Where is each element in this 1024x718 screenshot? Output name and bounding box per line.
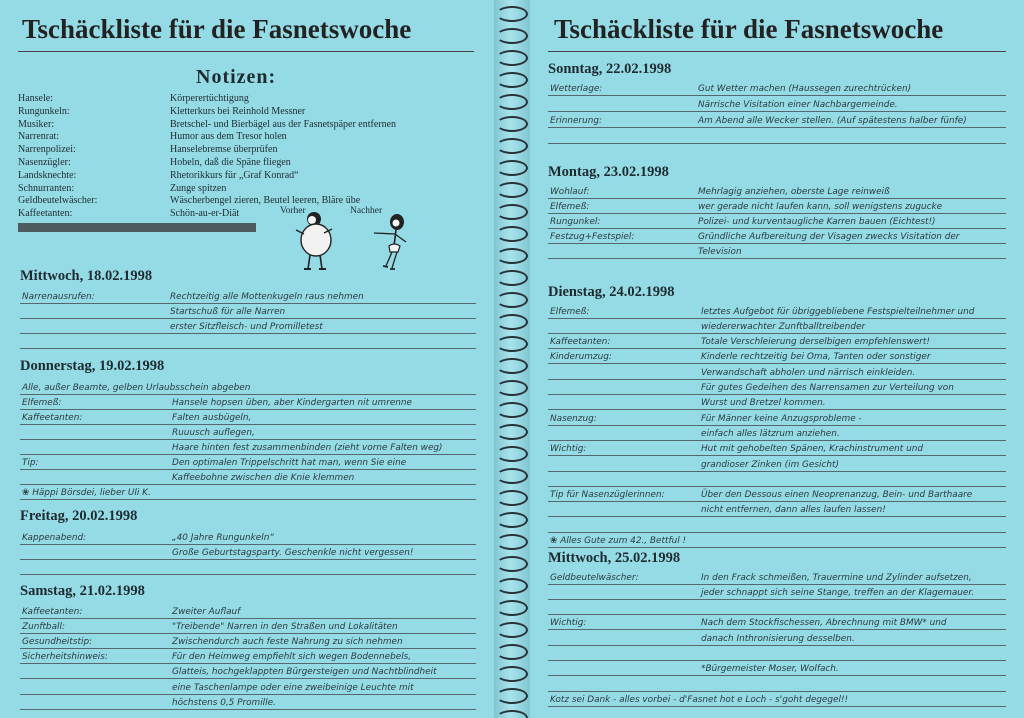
entry-text: Rechtzeitig alle Mottenkugeln raus nehmen: [170, 291, 364, 302]
day-heading: Sonntag, 22.02.1998: [548, 61, 672, 77]
entry-line: [548, 426, 1006, 441]
entry-label: Tip für Nasenzüglerinnen:: [550, 490, 665, 501]
entry-line: [548, 245, 1006, 260]
entry-text: *Bürgemeister Moser, Wolfach.: [701, 664, 839, 675]
entry-text: In den Frack schmeißen, Trauermine und Zylinder aufsetzen,: [701, 572, 972, 583]
spiral-ring: [496, 116, 528, 132]
entry-text: Startschuß für alle Narren: [170, 306, 286, 317]
entry-label: Alle, außer Beamte, gelben Urlaubsschein abgeben: [22, 382, 251, 393]
entry-line: [548, 616, 1006, 631]
entry-label: Wohlauf:: [550, 186, 590, 197]
notes-role: Hansele:: [18, 93, 53, 104]
spiral-ring: [496, 644, 528, 660]
entry-text: Glatteis, hochgeklappten Bürgersteigen und Nachtblindheit: [172, 667, 437, 678]
entry-line: [20, 680, 476, 695]
entry-text: Mehrlagig anziehen, oberste Lage reinweiß: [698, 186, 890, 197]
entry-text: wiedererwachter Zunftballtreibender: [701, 321, 866, 332]
entry-line: [548, 503, 1006, 518]
entry-label: Geldbeutelwäscher:: [550, 572, 639, 583]
notes-task: Kletterkurs bei Reinhold Messner: [170, 105, 306, 117]
spiral-ring: [496, 314, 528, 330]
entry-text: Wurst und Bretzel kommen.: [701, 398, 826, 409]
notes-task: Zunge spitzen: [170, 182, 227, 194]
spiral-ring: [496, 182, 528, 198]
notes-task: Humor aus dem Tresor holen: [170, 131, 287, 143]
entry-text: Am Abend alle Wecker stellen. (Auf spätestens halber fünfe): [698, 115, 967, 126]
entry-line: [20, 665, 476, 680]
notes-role: Landsknechte:: [18, 169, 77, 181]
entry-text: Närrische Visitation einer Nachbargemeinde.: [698, 99, 898, 110]
spiral-ring: [496, 226, 528, 242]
notes-role: Kaffeetanten:: [18, 208, 73, 220]
spiral-ring: [496, 358, 528, 374]
spiral-ring: [496, 710, 528, 718]
entry-line: [20, 410, 476, 425]
entry-line: [20, 619, 476, 634]
entry-label: Sicherheitshinweis:: [22, 652, 108, 663]
entry-label: Wetterlage:: [550, 83, 603, 94]
entry-text: Für Männer keine Anzugsprobleme -: [701, 413, 862, 424]
entry-line: [20, 650, 476, 665]
entry-text: Totale Verschleierung derselbigen empfehlenswert!: [701, 337, 930, 348]
entry-text: Zweiter Auflauf: [172, 606, 241, 617]
notes-task: Rhetorikkurs für „Graf Konrad“: [170, 169, 299, 181]
entry-line: [548, 199, 1006, 214]
spiral-ring: [496, 556, 528, 572]
day-heading: Dienstag, 24.02.1998: [548, 284, 675, 300]
entry-label: Festzug+Festspiel:: [550, 232, 635, 243]
entry-label: Elfemeß:: [550, 201, 590, 212]
page-title-left: Tschäckliste für die Fasnetswoche: [22, 14, 412, 44]
day-heading: Montag, 23.02.1998: [548, 164, 669, 180]
entry-line: [20, 695, 476, 710]
entry-text: „40 Jahre Rungunkeln“: [172, 532, 274, 543]
entry-line: [548, 365, 1006, 380]
entry-line: [548, 335, 1006, 350]
entry-label: Kaffeetanten:: [550, 337, 611, 348]
entry-label: Tip:: [22, 457, 39, 468]
entry-label: Gesundheitstip:: [22, 636, 93, 647]
title-rule: [18, 51, 474, 52]
spiral-ring: [496, 446, 528, 462]
notes-role: Rungunkeln:: [18, 105, 70, 117]
day-heading: Freitag, 20.02.1998: [20, 508, 138, 524]
entry-line: [548, 662, 1006, 677]
notes-task: Körperertüchtigung: [170, 93, 249, 104]
entry-text: höchstens 0,5 Promille.: [172, 697, 276, 708]
spiral-ring: [496, 578, 528, 594]
entry-line: [548, 81, 1006, 96]
entry-text: Nach dem Stockfischessen, Abrechnung mit BMW* und: [701, 618, 947, 629]
entry-line: [20, 289, 476, 304]
entry-text: Television: [698, 247, 742, 258]
title-rule: [548, 51, 1006, 52]
entry-text: letztes Aufgebot für übriggebliebene Festspielteilnehmer und: [701, 306, 975, 317]
entry-text: Kaffeebohne zwischen die Knie klemmen: [172, 472, 355, 483]
entry-text: Gut Wetter machen (Haussegen zurechtrücken): [698, 83, 912, 94]
entry-line: [548, 97, 1006, 112]
entry-line: [548, 457, 1006, 472]
entry-label: Elfemeß:: [22, 397, 62, 408]
spiral-ring: [496, 490, 528, 506]
entry-line: [548, 214, 1006, 229]
spiral-ring: [496, 424, 528, 440]
entry-line: [548, 518, 1006, 533]
entry-line: [20, 395, 476, 410]
day-heading: Mittwoch, 25.02.1998: [548, 550, 681, 566]
entry-text: Hut mit gehobelten Spänen, Krachinstrument und: [701, 444, 923, 455]
entry-text: Den optimalen Trippelschritt hat man, wenn Sie eine: [172, 457, 407, 468]
entry-line: [548, 113, 1006, 128]
entry-line: [20, 380, 476, 395]
entry-line: [548, 442, 1006, 457]
spiral-ring: [496, 666, 528, 682]
entry-line: [20, 470, 476, 485]
entry-line: [548, 472, 1006, 487]
entry-line: [20, 455, 476, 470]
entry-line: [548, 570, 1006, 585]
entry-line: [548, 692, 1006, 707]
spiral-ring: [496, 160, 528, 176]
entry-line: [548, 304, 1006, 319]
entry-line: [548, 319, 1006, 334]
entry-text: Kinderle rechtzeitig bei Oma, Tanten oder sonstiger: [701, 352, 931, 363]
entry-line: [20, 319, 476, 334]
before-label: Vorher: [280, 206, 306, 216]
entry-label: Wichtig:: [550, 444, 587, 455]
entry-text: "Treibende" Narren in den Straßen und Lokalitäten: [172, 621, 398, 632]
notes-role: Geldbeutelwäscher:: [18, 195, 98, 207]
entry-line: [548, 396, 1006, 411]
entry-label: ❀ Alles Gute zum 42., Bettful !: [550, 536, 687, 546]
entry-line: [548, 585, 1006, 600]
entry-line: [20, 530, 476, 545]
day-heading: Mittwoch, 18.02.1998: [20, 268, 153, 284]
entry-label: Elfemeß:: [550, 306, 590, 317]
fat-figure-illustration: [294, 207, 334, 273]
notes-task: Schön-au-er-Diät: [170, 208, 240, 220]
spiral-ring: [496, 292, 528, 308]
spiral-ring: [496, 512, 528, 528]
entry-line: [20, 560, 476, 575]
entry-line: [20, 604, 476, 619]
notes-task: Wäscherbengel zieren, Beutel leeren, Bläre übe: [170, 195, 361, 207]
entry-text: Zwischendurch auch feste Nahrung zu sich nehmen: [172, 636, 403, 647]
entry-line: [20, 304, 476, 319]
notes-title: Notizen:: [196, 66, 277, 88]
entry-label: Zunftball:: [22, 621, 65, 632]
entry-label: Kaffeetanten:: [22, 606, 83, 617]
entry-line: [548, 381, 1006, 396]
entry-text: Ruuusch auflegen,: [172, 427, 255, 438]
spiral-ring: [496, 6, 528, 22]
entry-text: Über den Dessous einen Neoprenanzug, Bein- und Barthaare: [701, 490, 973, 501]
entry-label: Wichtig:: [550, 618, 587, 629]
spiral-ring: [496, 402, 528, 418]
slim-figure-illustration: [370, 212, 410, 272]
notes-role: Nasenzügler:: [18, 157, 71, 168]
entry-label: Kappenabend:: [22, 532, 87, 543]
entry-text: jeder schnappt sich seine Stange, treffen an der Klagemauer.: [701, 587, 975, 598]
spiral-ring: [496, 600, 528, 616]
entry-line: [548, 129, 1006, 144]
day-heading: Donnerstag, 19.02.1998: [20, 358, 165, 374]
spiral-ring: [496, 622, 528, 638]
spiral-ring: [496, 270, 528, 286]
spiral-binding: [494, 0, 530, 718]
entry-text: Große Geburtstagsparty. Geschenkle nicht vergessen!: [172, 547, 414, 558]
entry-text: eine Taschenlampe oder eine zweibeinige Leuchte mit: [172, 682, 414, 693]
notes-role: Narrenrat:: [18, 131, 60, 143]
entry-line: [20, 634, 476, 649]
entry-line: [20, 545, 476, 560]
spiral-ring: [496, 380, 528, 396]
notes-role: Musiker:: [18, 118, 55, 130]
entry-label: Erinnerung:: [550, 115, 602, 126]
entry-text: erster Sitzfleisch- und Promilletest: [170, 321, 323, 332]
spiral-ring: [496, 50, 528, 66]
spiral-ring: [496, 468, 528, 484]
spiral-ring: [496, 94, 528, 110]
entry-text: Für gutes Gedeihen des Narrensamen zur Verteilung von: [701, 383, 954, 393]
entry-line: [20, 485, 476, 500]
after-label: Nachher: [350, 206, 383, 216]
entry-text: einfach alles lätzrum anziehen.: [701, 428, 840, 439]
entry-label: Kaffeetanten:: [22, 412, 83, 423]
spiral-ring: [496, 336, 528, 352]
notes-role: Narrenpolizei:: [18, 144, 76, 156]
entry-label: Rungunkel:: [550, 216, 601, 227]
entry-label: ❀ Häppi Börsdei, lieber Uli K.: [22, 487, 151, 498]
notes-role: Schnurranten:: [18, 182, 75, 194]
entry-line: [20, 440, 476, 455]
notes-task: Hanselebremse überprüfen: [170, 144, 278, 156]
entry-text: Für den Heimweg empfiehlt sich wegen Bodennebels,: [172, 652, 412, 663]
entry-label: Narrenausrufen:: [22, 291, 95, 302]
entry-line: [20, 425, 476, 440]
spiral-ring: [496, 72, 528, 88]
entry-line: [548, 230, 1006, 245]
notes-task: Bretschel- und Bierbägel aus der Fasnetspäper entfernen: [170, 118, 397, 130]
entry-line: [548, 350, 1006, 365]
entry-line: [548, 184, 1006, 199]
entry-line: [548, 677, 1006, 692]
entry-text: nicht entfernen, dann alles laufen lassen!: [701, 505, 886, 516]
entry-line: [548, 534, 1006, 549]
entry-text: Polizei- und kurventaugliche Karren bauen (Eichtest!): [698, 216, 936, 227]
entry-line: [548, 601, 1006, 616]
entry-text: grandioser Zinken (im Gesicht): [701, 459, 839, 470]
entry-line: [548, 631, 1006, 646]
notes-task: Hobeln, daß die Späne fliegen: [170, 157, 291, 168]
entry-text: danach Inthronisierung desselben.: [701, 633, 855, 644]
entry-label: Kotz sei Dank - alles vorbei - d'Fasnet hot e Loch - s'goht degegel!!: [550, 694, 849, 705]
entry-text: Hansele hopsen üben, aber Kindergarten nit umrenne: [172, 397, 413, 408]
entry-line: [548, 411, 1006, 426]
page-title-right: Tschäckliste für die Fasnetswoche: [554, 14, 944, 44]
entry-label: Nasenzug:: [550, 413, 597, 424]
entry-text: wer gerade nicht laufen kann, soll wenigstens zugucke: [698, 201, 943, 212]
spiral-ring: [496, 138, 528, 154]
divider-bar: [18, 223, 256, 232]
entry-text: Verwandschaft abholen und närrisch einkleiden.: [701, 367, 916, 378]
entry-label: Kinderumzug:: [550, 352, 612, 363]
entry-line: [20, 334, 476, 349]
entry-line: [548, 488, 1006, 503]
spiral-ring: [496, 688, 528, 704]
spiral-ring: [496, 248, 528, 264]
spiral-ring: [496, 534, 528, 550]
entry-text: Haare hinten fest zusammenbinden (zieht vorne Falten weg): [172, 442, 443, 453]
spiral-ring: [496, 204, 528, 220]
entry-text: Gründliche Aufbereitung der Visagen zwecks Visitation der: [698, 232, 960, 243]
entry-text: Falten ausbügeln,: [172, 412, 252, 423]
spiral-ring: [496, 28, 528, 44]
entry-line: [548, 647, 1006, 662]
day-heading: Samstag, 21.02.1998: [20, 583, 145, 599]
